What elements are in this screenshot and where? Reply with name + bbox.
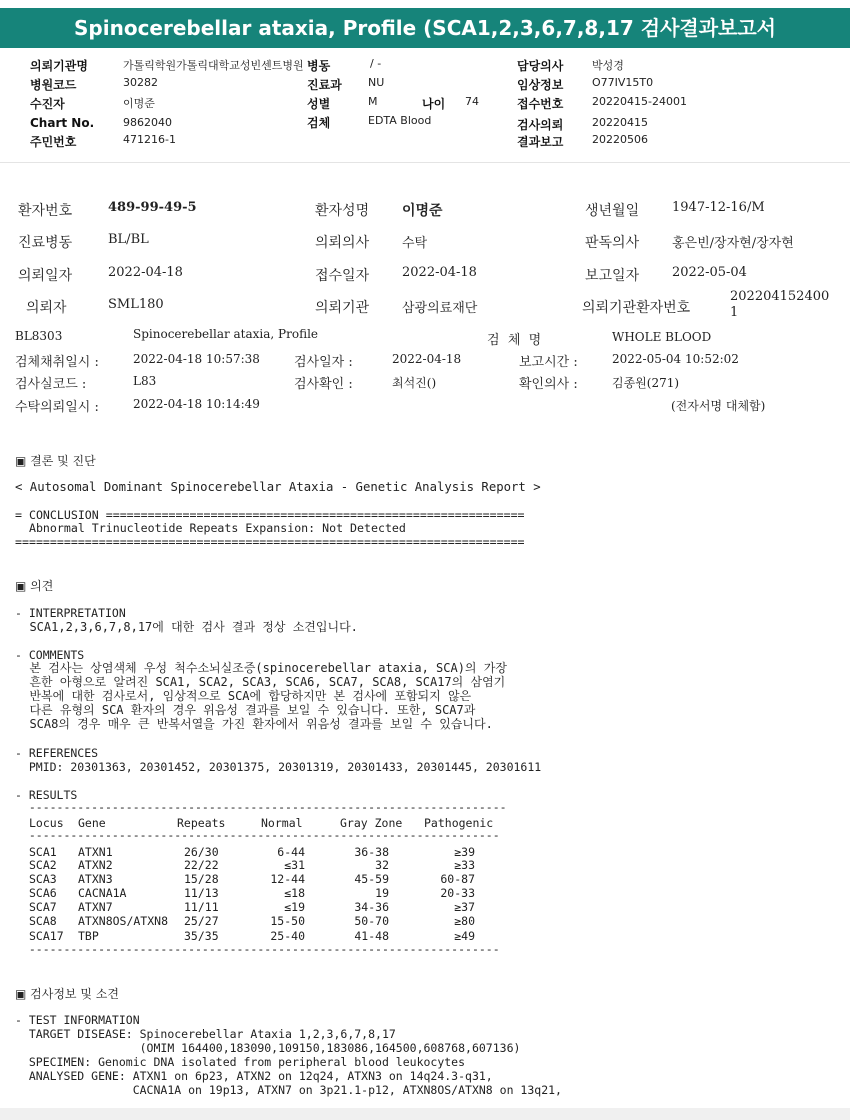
comments-title: - COMMENTS xyxy=(15,648,85,662)
requesting-doctor-value: 수탁 xyxy=(402,236,428,251)
row-gene: ATXN2 xyxy=(78,858,113,872)
hospital-value: 가톨릭학원가톨릭대학교성빈센트병원 xyxy=(123,59,304,72)
birthdate-label: 생년월일 xyxy=(585,203,640,219)
receipt-no-value: 20220415-24001 xyxy=(592,95,687,108)
chart-no-label: Chart No. xyxy=(30,116,95,130)
row-grayzone: 36-38 xyxy=(354,845,389,859)
confirm-doctor-value: 김종원(271) xyxy=(612,376,680,390)
esign-note: (전자서명 대체함) xyxy=(671,399,766,413)
request-date-value: 2022-04-18 xyxy=(108,265,183,280)
divider xyxy=(0,162,850,163)
request-date-label: 의뢰일자 xyxy=(18,268,73,284)
test-info-line-1: - TEST INFORMATION xyxy=(15,1013,140,1027)
test-confirm-value: 최석진() xyxy=(392,376,437,390)
row-normal: 6-44 xyxy=(277,845,305,859)
requester-label: 의뢰자 xyxy=(26,300,67,316)
collect-time-label: 검체채취일시 : xyxy=(15,355,99,370)
test-code: BL8303 xyxy=(15,329,63,343)
comments-line-4: 다른 유형의 SCA 환자의 경우 위음성 결과를 보일 수 있습니다. 또한, SCA7과 xyxy=(15,703,476,717)
row-grayzone: 19 xyxy=(375,886,389,900)
age-value: 74 xyxy=(465,95,479,108)
row-locus: SCA6 xyxy=(29,886,57,900)
col-header-normal: Normal xyxy=(261,816,303,830)
specimen-label: 검체 xyxy=(307,116,331,130)
org-patient-no-value: 202204152400 xyxy=(730,289,830,304)
results-rule-bottom: -------------------------------------------------------------------- xyxy=(15,942,500,956)
report-time-value: 2022-05-04 10:52:02 xyxy=(612,352,739,366)
comments-line-2: 흔한 아형으로 알려진 SCA1, SCA2, SCA3, SCA6, SCA7, SCA8, SCA17의 삼염기 xyxy=(15,675,506,689)
opinion-heading: ▣ 의견 xyxy=(15,579,54,593)
report-title: Spinocerebellar ataxia, Profile (SCA1,2,3,6,7,8,17 검사결과보고서 xyxy=(0,8,850,48)
references-text: PMID: 20301363, 20301452, 20301375, 20301319, 20301433, 20301445, 20301611 xyxy=(15,760,542,774)
examinee-label: 수진자 xyxy=(30,97,65,111)
clinical-info-label: 임상정보 xyxy=(517,78,564,92)
row-pathogenic: ≥49 xyxy=(454,929,475,943)
row-locus: SCA7 xyxy=(29,900,57,914)
col-header-grayzone: Gray Zone xyxy=(340,816,403,830)
physician-label: 담당의사 xyxy=(517,59,564,73)
conclusion-heading: ▣ 결론 및 진단 xyxy=(15,454,96,468)
physician-value: 박성경 xyxy=(592,59,624,72)
row-repeats: 11/13 xyxy=(184,886,219,900)
conclusion-line: = CONCLUSION ============================================================ xyxy=(15,508,525,522)
receipt-date-label: 접수일자 xyxy=(315,268,370,284)
org-patient-no-label: 의뢰기관환자번호 xyxy=(582,300,691,316)
comments-line-3: 반복에 대한 검사로서, 임상적으로 SCA에 합당하지만 본 검사에 포함되지 않은 xyxy=(15,689,472,703)
ward-dept-value: BL/BL xyxy=(108,232,149,247)
row-repeats: 25/27 xyxy=(184,914,219,928)
row-normal: 12-44 xyxy=(270,872,305,886)
row-repeats: 15/28 xyxy=(184,872,219,886)
ward-label: 병동 xyxy=(307,59,331,73)
report-date-label: 보고일자 xyxy=(585,268,640,284)
row-repeats: 26/30 xyxy=(184,845,219,859)
row-pathogenic: ≥39 xyxy=(454,845,475,859)
row-pathogenic: ≥37 xyxy=(454,900,475,914)
receipt-date-value: 2022-04-18 xyxy=(402,265,477,280)
examinee-value: 이명준 xyxy=(123,97,155,110)
row-grayzone: 34-36 xyxy=(354,900,389,914)
report-subtitle: < Autosomal Dominant Spinocerebellar Ataxia - Genetic Analysis Report > xyxy=(15,480,541,494)
collect-time-value: 2022-04-18 10:57:38 xyxy=(133,352,260,366)
row-repeats: 22/22 xyxy=(184,858,219,872)
confirm-doctor-label: 확인의사 : xyxy=(519,377,578,392)
row-locus: SCA2 xyxy=(29,858,57,872)
row-grayzone: 41-48 xyxy=(354,929,389,943)
row-pathogenic: 60-87 xyxy=(440,872,475,886)
patient-name-label: 환자성명 xyxy=(315,203,370,219)
row-normal: 15-50 xyxy=(270,914,305,928)
hospital-code-label: 병원코드 xyxy=(30,78,77,92)
consign-time-label: 수탁의뢰일시 : xyxy=(15,400,99,415)
row-repeats: 35/35 xyxy=(184,929,219,943)
row-grayzone: 50-70 xyxy=(354,914,389,928)
row-pathogenic: ≥80 xyxy=(454,914,475,928)
results-title: - RESULTS xyxy=(15,788,78,802)
interpretation-title: - INTERPRETATION xyxy=(15,606,126,620)
department-label: 진료과 xyxy=(307,78,342,92)
test-date-value: 2022-04-18 xyxy=(392,352,462,366)
reading-doctor-value: 홍은빈/장자현/장자현 xyxy=(672,236,794,251)
row-locus: SCA3 xyxy=(29,872,57,886)
report-date-value: 2022-05-04 xyxy=(672,265,747,280)
row-gene: CACNA1A xyxy=(78,886,127,900)
test-info-line-3: (OMIM 164400,183090,109150,183086,164500,608768,607136) xyxy=(15,1041,521,1055)
test-date-label: 검사일자 : xyxy=(294,355,353,370)
col-header-pathogenic: Pathogenic xyxy=(424,816,494,830)
receipt-no-label: 접수번호 xyxy=(517,97,564,111)
ward-dept-label: 진료병동 xyxy=(18,235,73,251)
references-title: - REFERENCES xyxy=(15,746,99,760)
lab-code-value: L83 xyxy=(133,374,157,388)
row-grayzone: 32 xyxy=(375,858,389,872)
test-name: Spinocerebellar ataxia, Profile xyxy=(133,327,319,341)
row-normal: 25-40 xyxy=(270,929,305,943)
test-info-line-4: SPECIMEN: Genomic DNA isolated from peripheral blood leukocytes xyxy=(15,1055,466,1069)
hospital-label: 의뢰기관명 xyxy=(30,59,88,73)
row-gene: ATXN3 xyxy=(78,872,113,886)
test-confirm-label: 검사확인 : xyxy=(294,377,353,392)
interpretation-text: SCA1,2,3,6,7,8,17에 대한 검사 결과 정상 소견입니다. xyxy=(15,620,358,634)
chart-no-value: 9862040 xyxy=(123,116,172,129)
requesting-org-value: 삼광의료재단 xyxy=(402,301,478,316)
org-patient-no-value-line2: 1 xyxy=(730,305,739,320)
test-info-line-6: CACNA1A on 19p13, ATXN7 on 3p21.1-p12, ATXN8OS/ATXN8 on 13q21, xyxy=(15,1083,562,1097)
row-grayzone: 45-59 xyxy=(354,872,389,886)
col-header-gene: Gene xyxy=(78,816,106,830)
row-gene: ATXN7 xyxy=(78,900,113,914)
resident-no-label: 주민번호 xyxy=(30,135,77,149)
specimen-name-label: 검 체 명 xyxy=(487,333,542,348)
row-normal: ≤19 xyxy=(284,900,305,914)
comments-line-1: 본 검사는 상염색체 우성 척수소뇌실조증(spinocerebellar ataxia, SCA)의 가장 xyxy=(15,661,507,675)
conclusion-result: Abnormal Trinucleotide Repeats Expansion: Not Detected xyxy=(15,521,406,535)
sex-value: M xyxy=(368,95,378,108)
comments-line-5: SCA8의 경우 매우 큰 반복서열을 가진 환자에서 위음성 결과를 보일 수 있습니다. xyxy=(15,717,493,731)
results-rule-top: --------------------------------------------------------------------- xyxy=(15,800,507,814)
report-time-label: 보고시간 : xyxy=(519,355,578,370)
col-header-locus: Locus xyxy=(29,816,64,830)
test-request-label: 검사의뢰 xyxy=(517,118,564,132)
specimen-value: EDTA Blood xyxy=(368,114,432,127)
birthdate-value: 1947-12-16/M xyxy=(672,200,765,215)
requester-value: SML180 xyxy=(108,297,164,312)
col-header-repeats: Repeats xyxy=(177,816,226,830)
age-label: 나이 xyxy=(422,97,446,111)
row-locus: SCA1 xyxy=(29,845,57,859)
resident-no-value: 471216-1 xyxy=(123,133,176,146)
patient-no-value: 489-99-49-5 xyxy=(108,200,197,215)
bottom-scroll-area xyxy=(0,1108,850,1120)
results-rule-mid: -------------------------------------------------------------------- xyxy=(15,828,500,842)
hospital-code-value: 30282 xyxy=(123,76,158,89)
result-report-value: 20220506 xyxy=(592,133,648,146)
test-info-line-5: ANALYSED GENE: ATXN1 on 6p23, ATXN2 on 12q24, ATXN3 on 14q24.3-q31, xyxy=(15,1069,493,1083)
requesting-doctor-label: 의뢰의사 xyxy=(315,235,370,251)
row-normal: ≤31 xyxy=(284,858,305,872)
row-normal: ≤18 xyxy=(284,886,305,900)
row-pathogenic: ≥33 xyxy=(454,858,475,872)
patient-name-value: 이명준 xyxy=(402,203,443,219)
reading-doctor-label: 판독의사 xyxy=(585,235,640,251)
row-locus: SCA8 xyxy=(29,914,57,928)
row-repeats: 11/11 xyxy=(184,900,219,914)
requesting-org-label: 의뢰기관 xyxy=(315,300,370,316)
test-info-heading: ▣ 검사정보 및 소견 xyxy=(15,987,119,1001)
row-pathogenic: 20-33 xyxy=(440,886,475,900)
ward-value: / - xyxy=(370,57,382,70)
test-request-value: 20220415 xyxy=(592,116,648,129)
department-value: NU xyxy=(368,76,385,89)
result-report-label: 결과보고 xyxy=(517,135,564,149)
row-gene: TBP xyxy=(78,929,99,943)
consign-time-value: 2022-04-18 10:14:49 xyxy=(133,397,260,411)
sex-label: 성별 xyxy=(307,97,331,111)
row-gene: ATXN1 xyxy=(78,845,113,859)
specimen-name-value: WHOLE BLOOD xyxy=(612,330,712,344)
row-gene: ATXN8OS/ATXN8 xyxy=(78,914,169,928)
patient-no-label: 환자번호 xyxy=(18,203,73,219)
lab-code-label: 검사실코드 : xyxy=(15,377,87,392)
test-info-line-2: TARGET DISEASE: Spinocerebellar Ataxia 1,2,3,6,7,8,17 xyxy=(15,1027,396,1041)
conclusion-rule: ========================================================================= xyxy=(15,535,525,549)
row-locus: SCA17 xyxy=(29,929,64,943)
clinical-info-value: O77IV15T0 xyxy=(592,76,654,89)
